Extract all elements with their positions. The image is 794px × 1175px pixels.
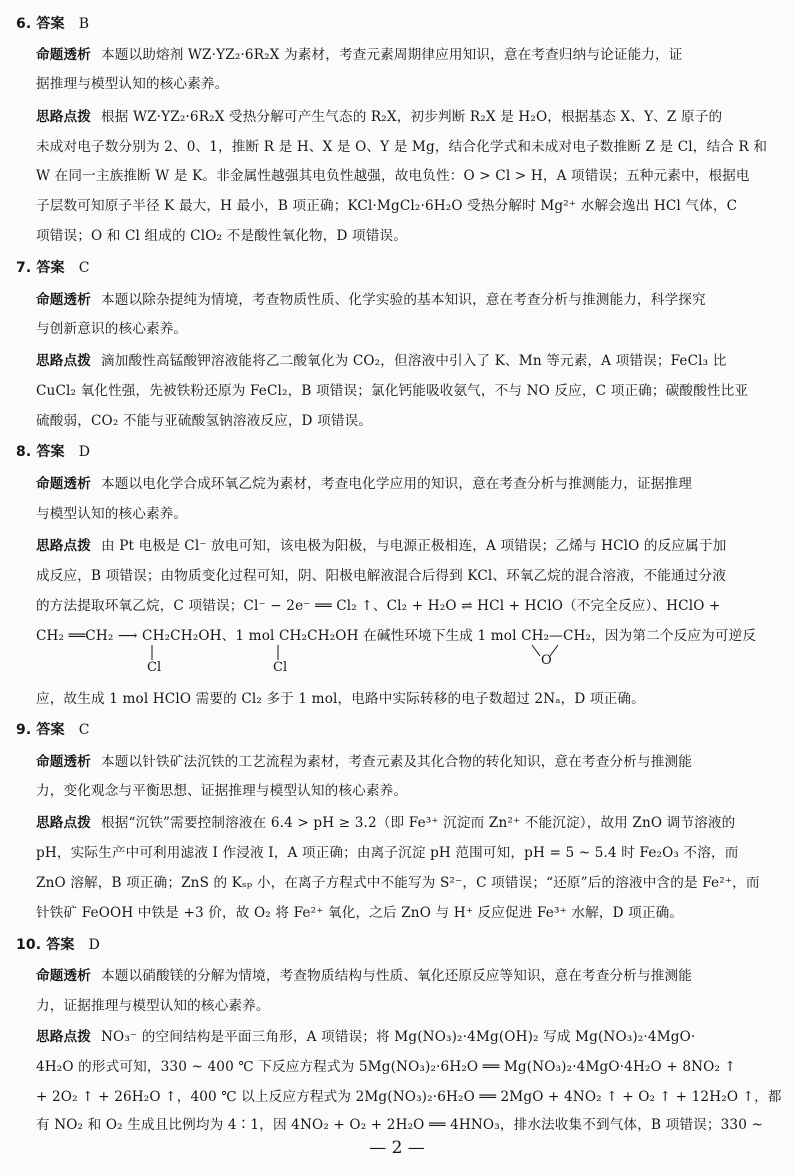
line-text: 滴加酸性高锰酸钾溶液能将乙二酸氧化为 CO₂，但溶液中引入了 K、Mn 等元素，A 项错误；FeCl₃ 比: [100, 353, 727, 369]
text-line: 针铁矿 FeOOH 中铁是 +3 价，故 O₂ 将 Fe²⁺ 氧化，之后 ZnO 与 H⁺ 反应促进 Fe³⁺ 水解，D 项正确。: [36, 905, 684, 921]
answer-heading: [16, 719, 90, 741]
answer-value: D: [88, 937, 100, 953]
section-label: 思路点拨: [36, 353, 91, 369]
section-label: 命题透析: [36, 968, 91, 984]
line-text: 由 Pt 电极是 Cl⁻ 放电可知，该电极为阳极，与电源正极相连，A 项错误；乙烯与 HClO 的反应属于加: [100, 538, 727, 554]
text-line: 项错误；O 和 Cl 组成的 ClO₂ 不是酸性氧化物，D 项错误。: [36, 228, 408, 244]
substituent-label: Cl: [147, 660, 162, 675]
text-line: 未成对电子数分别为 2、0、1，推断 R 是 H、X 是 O、Y 是 Mg，结合化学式和未成对电子数推断 Z 是 Cl，结合 R 和: [36, 139, 768, 155]
answer-label: 8. 答案: [16, 444, 65, 460]
answer-value: B: [78, 16, 90, 32]
text-line: [36, 965, 692, 987]
text-line: 应，故生成 1 mol HClO 需要的 Cl₂ 多于 1 mol，电路中实际转移的电子数超过 2Nₐ，D 项正确。: [36, 691, 645, 707]
answer-label: 10. 答案: [16, 937, 75, 953]
section-label: 思路点拨: [36, 1029, 91, 1045]
section-label: 命题透析: [36, 476, 91, 492]
text-line: 与模型认知的核心素养。: [36, 506, 188, 522]
answer-value: C: [78, 722, 90, 738]
text-line: [36, 812, 735, 834]
answer-label: 7. 答案: [16, 260, 65, 276]
line-text: 本题以助熔剂 WZ·YZ₂·6R₂X 为素材，考查元素周期律应用知识，意在考查归纳与论证能力，证: [100, 47, 683, 63]
text-line: 力，变化观念与平衡思想、证据推理与模型认知的核心素养。: [36, 783, 408, 799]
section-label: 命题透析: [36, 47, 91, 63]
text-line: CuCl₂ 氧化性强，先被铁粉还原为 FeCl₂，B 项错误；氯化钙能吸收氨气，不与 NO 反应，C 项正确；碳酸酸性比亚: [36, 383, 749, 399]
line-text: 根据 WZ·YZ₂·6R₂X 受热分解可产生气态的 R₂X，初步判断 R₂X 是 H₂O，根据基态 X、Y、Z 原子的: [100, 109, 723, 125]
answer-heading: [16, 934, 100, 956]
line-text: 本题以针铁矿法沉铁的工艺流程为素材，考查元素及其化合物的转化知识，意在考查分析与推测能: [100, 754, 692, 770]
text-line: ZnO 溶解，B 项正确；ZnS 的 Kₛₚ 小，在离子方程式中不能写为 S²⁻，C 项错误；“还原”后的溶液中含的是 Fe²⁺，而: [36, 875, 760, 891]
text-line: 据推理与模型认知的核心素养。: [36, 76, 229, 92]
text-line: 成反应，B 项错误；由物质变化过程可知，阴、阳极电解液混合后得到 KCl、环氧乙烷的混合溶液，不能通过分液: [36, 568, 727, 584]
text-line: 有 NO₂ 和 O₂ 生成且比例均为 4∶1，因 4NO₂ + O₂ + 2H₂O ══ 4HNO₃，排水法收集不到气体，B 项错误；330 ~: [36, 1117, 763, 1133]
line-text: NO₃⁻ 的空间结构是平面三角形，A 项错误；将 Mg(NO₃)₂·4Mg(OH)₂ 写成 Mg(NO₃)₂·4MgO·: [100, 1029, 696, 1045]
text-line: 与创新意识的核心素养。: [36, 321, 188, 337]
text-line: 4H₂O 的形式可知，330 ~ 400 ℃ 下反应方程式为 5Mg(NO₃)₂·6H₂O ══ Mg(NO₃)₂·4MgO·4H₂O + 8NO₂ ↑: [36, 1059, 737, 1075]
section-label: 思路点拨: [36, 815, 91, 831]
answer-value: C: [78, 260, 90, 276]
line-text: 根据“沉铁”需要控制溶液在 6.4 > pH ≥ 3.2（即 Fe³⁺ 沉淀而 Zn²⁺ 不能沉淀），故用 ZnO 调节溶液的: [100, 815, 736, 831]
section-label: 思路点拨: [36, 109, 91, 125]
text-line: CH₂ ══CH₂ ⟶ CH₂CH₂OH、1 mol CH₂CH₂OH 在碱性环境下生成 1 mol CH₂—CH₂，因为第二个反应为可逆反: [36, 628, 757, 644]
text-line: 子层数可知原子半径 K 最大，H 最小，B 项正确；KCl·MgCl₂·6H₂O 受热分解时 Mg²⁺ 水解会逸出 HCl 气体，C: [36, 198, 738, 214]
text-line: W 在同一主族推断 W 是 K。非金属性越强其电负性越强，故电负性：O > Cl > H，A 项错误；五种元素中，根据电: [36, 168, 750, 184]
text-line: + 2O₂ ↑ + 26H₂O ↑，400 ℃ 以上反应方程式为 2Mg(NO₃)₂·6H₂O ══ 2MgO + 4NO₂ ↑ + O₂ ↑ + 12H₂O ↑，都: [36, 1089, 782, 1105]
page-number: — 2 —: [369, 1138, 425, 1158]
section-label: 命题透析: [36, 754, 91, 770]
text-line: [36, 751, 692, 773]
answer-label: 6. 答案: [16, 16, 65, 32]
text-line: [36, 1026, 695, 1048]
line-text: 本题以硝酸镁的分解为情境，考查物质结构与性质、氧化还原反应等知识，意在考查分析与推测能: [100, 968, 692, 984]
section-label: 思路点拨: [36, 538, 91, 554]
text-line: pH，实际生产中可利用滤液 Ⅰ 作浸液 Ⅰ，A 项正确；由离子沉淀 pH 范围可知，pH = 5 ~ 5.4 时 Fe₂O₃ 不溶，而: [36, 845, 739, 861]
line-text: 本题以除杂提纯为情境，考查物质性质、化学实验的基本知识，意在考查分析与推测能力，科学探究: [100, 292, 706, 308]
substituent-label: Cl: [273, 660, 288, 675]
section-label: 命题透析: [36, 292, 91, 308]
epoxide-oxygen: O: [541, 653, 552, 668]
text-line: 的方法提取环氧乙烷，C 项错误；Cl⁻ − 2e⁻ ══ Cl₂ ↑、Cl₂ + H₂O ⇌ HCl + HClO（不完全反应）、HClO +: [36, 598, 721, 614]
answer-label: 9. 答案: [16, 722, 65, 738]
line-text: 本题以电化学合成环氧乙烷为素材，考查电化学应用的知识，意在考查分析与推测能力，证据推理: [100, 476, 692, 492]
text-line: 硫酸弱，CO₂ 不能与亚硫酸氢钠溶液反应，D 项错误。: [36, 413, 373, 429]
text-line: 力，证据推理与模型认知的核心素养。: [36, 998, 270, 1014]
answer-value: D: [78, 444, 91, 460]
